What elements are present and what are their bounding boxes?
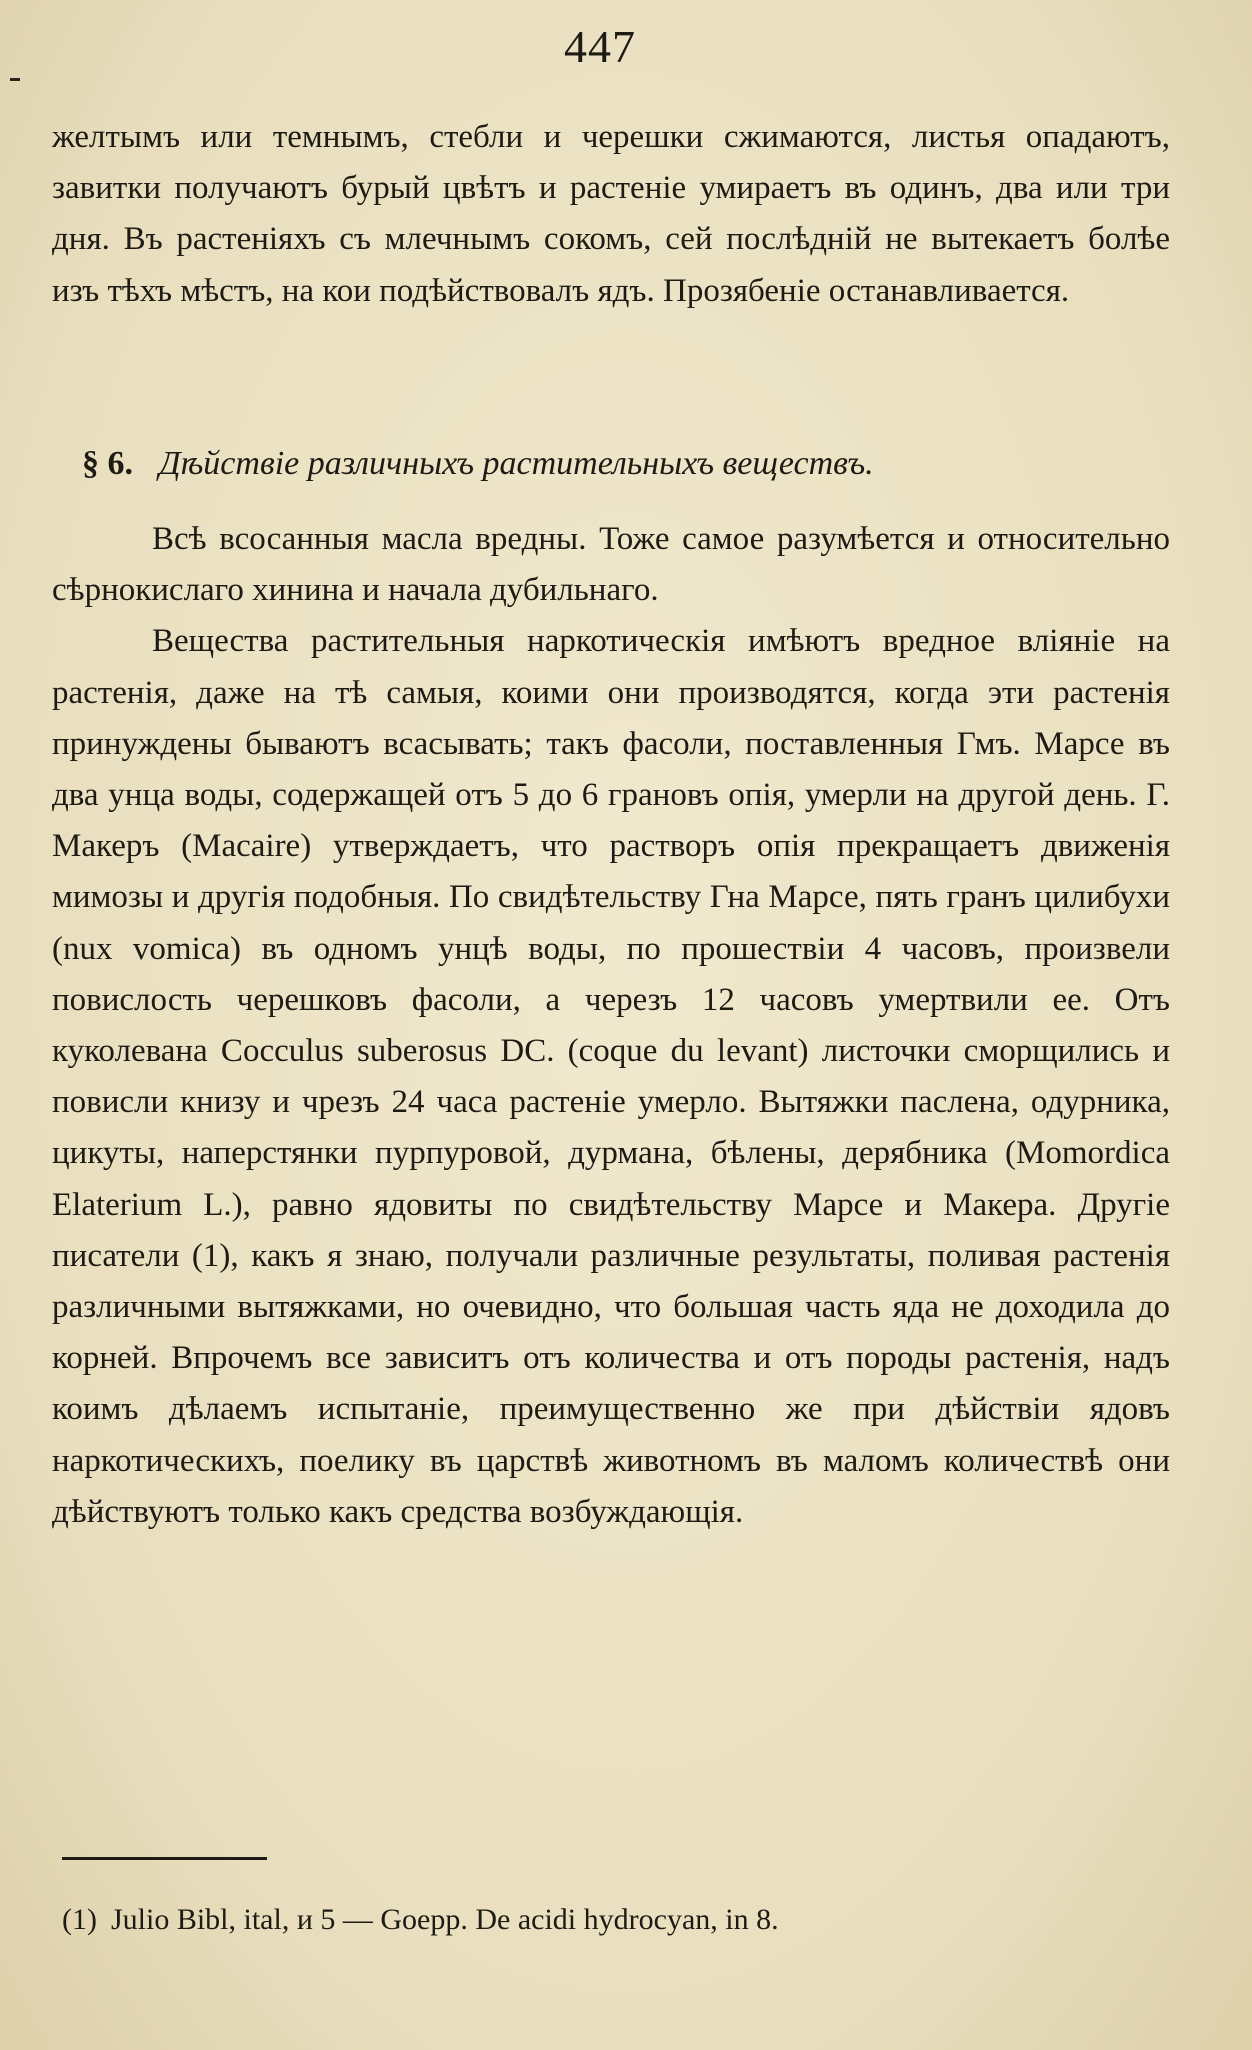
- footnote-text: Julio Bibl, ital, и 5 — Goepp. De acidi hydrocyan, in 8.: [110, 1903, 779, 1936]
- section-body: [52, 514, 1170, 1538]
- footnote: [62, 1896, 1172, 1944]
- paragraph-text: желтымъ или темнымъ, стебли и черешки сжимаются, листья опадаютъ, завитки получаютъ бурый цвѣтъ и растеніе умираетъ въ одинъ, два или три дня. Въ растеніяхъ съ млечнымъ сокомъ, сей послѣдній не вытекаетъ болѣе изъ тѣхъ мѣстъ, на кои подѣйствовалъ ядъ. Прозябеніе останавливается.: [52, 119, 1170, 309]
- paragraph: Вещества растительныя наркотическія имѣютъ вредное вліяніе на растенія, даже на тѣ самыя, коими они производятся, когда эти растенія принуждены бываютъ всасывать; такъ фасоли, поставленныя Гмъ. Марсе въ два унца воды, содержащей отъ 5 до 6 грановъ опія, умерли на другой день. Г. Макеръ (Macaire) утверждаетъ, что растворъ опія прекращаетъ движенія мимозы и другія подобныя. По свидѣтельству Гна Марсе, пять гранъ цилибухи (nux vomica) въ одномъ унцѣ воды, по прошествіи 4 часовъ, произвели повислость черешковъ фасоли, а черезъ 12 часовъ умертвили ее. Отъ куколевана Cocculus suberosus DC. (coque du levant) листочки сморщились и повисли книзу и чрезъ 24 часа растеніе умерло. Вытяжки паслена, одурника, цикуты, наперстянки пурпуровой, дурмана, бѣлены, дерябника (Momordica Elaterium L.), равно ядовиты по свидѣтельству Марсе и Макера. Другіе писатели (1), какъ я знаю, получали различные результаты, поливая растенія различными вытяжками, но очевидно, что большая часть яда не доходила до корней. Впрочемъ все зависитъ отъ количества и отъ породы растенія, надъ коимъ дѣлаемъ испытаніе, преимущественно же при дѣйствіи ядовъ наркотическихъ, поелику въ царствѣ животномъ въ маломъ количествѣ они дѣйствуютъ только какъ средства возбуждающія.: [52, 623, 1170, 1530]
- section-title: Дѣйствіе различныхъ растительныхъ веществъ.: [159, 445, 874, 482]
- continued-paragraph: [52, 112, 1170, 317]
- footnote-divider: [62, 1857, 267, 1860]
- section-number: § 6.: [82, 445, 133, 482]
- page-number: 447: [564, 21, 636, 72]
- section-heading: [82, 438, 1172, 490]
- footnote-marker: (1): [62, 1903, 97, 1936]
- margin-mark: [10, 78, 20, 81]
- paragraph: Всѣ всосанныя масла вредны. Тоже самое разумѣется и относительно сѣрнокислаго хинина и начала дубильнаго.: [52, 521, 1170, 609]
